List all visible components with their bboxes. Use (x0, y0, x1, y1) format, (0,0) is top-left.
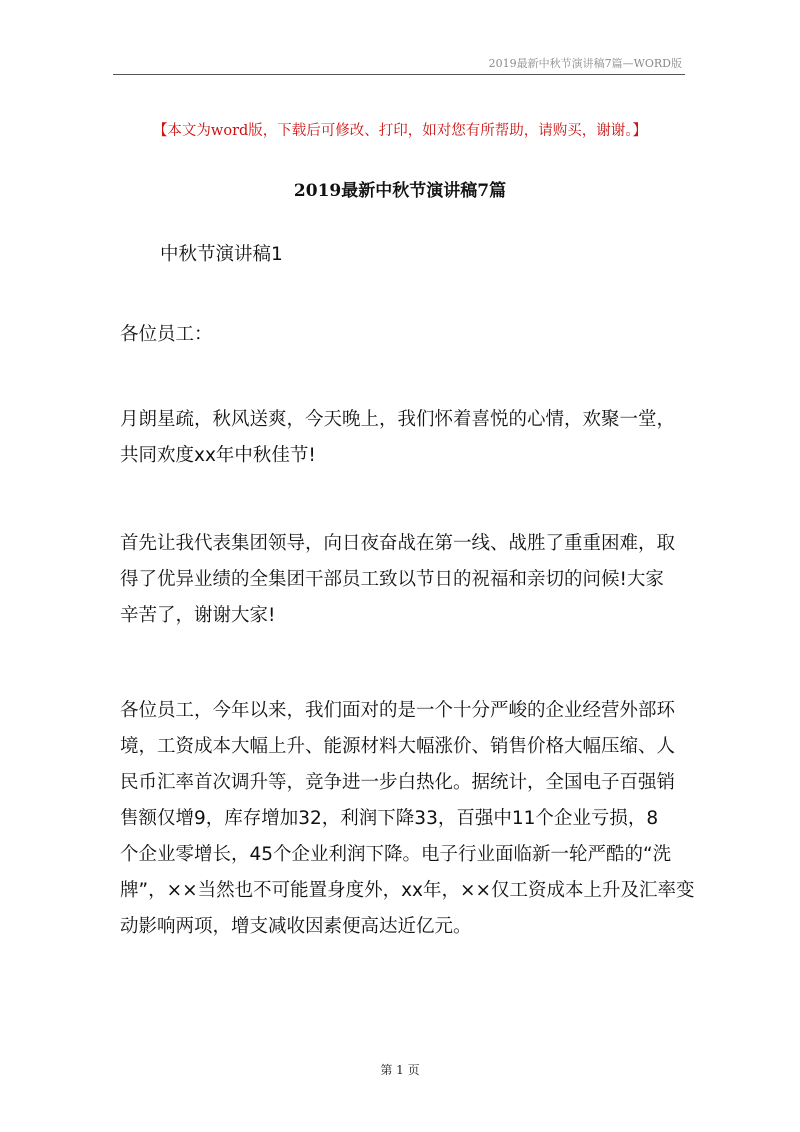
paragraph-line: 民币汇率首次调升等，竞争进一步白热化。据统计，全国电子百强销 (120, 772, 676, 793)
paragraph-1 (120, 402, 692, 474)
paragraph-3 (120, 693, 695, 945)
paragraph-line: 境，工资成本大幅上升、能源材料大幅涨价、销售价格大幅压缩、人 (120, 736, 676, 757)
paragraph-line: 动影响两项，增支减收因素便高达近亿元。 (120, 916, 472, 937)
paragraph-line: 个企业零增长，45个企业利润下降。电子行业面临新一轮严酷的“洗 (120, 844, 672, 865)
paragraph-line: 首先让我代表集团领导，向日夜奋战在第一线、战胜了重重困难，取 (120, 533, 676, 554)
paragraph-line: 各位员工，今年以来，我们面对的是一个十分严峻的企业经营外部环 (120, 700, 676, 721)
page-number: 第 1 页 (380, 1063, 420, 1077)
salutation: 各位员工： (120, 324, 213, 345)
paragraph-line: 共同欢度xx年中秋佳节! (120, 445, 316, 466)
paragraph-line: 得了优异业绩的全集团干部员工致以节日的祝福和亲切的问候!大家 (120, 569, 664, 590)
paragraph-line: 辛苦了，谢谢大家! (120, 605, 276, 626)
running-header: 2019最新中秋节演讲稿7篇—WORD版 (488, 57, 682, 70)
section-heading: 中秋节演讲稿1 (160, 244, 283, 265)
document-title: 2019最新中秋节演讲稿7篇 (293, 181, 507, 201)
paragraph-line: 售额仅增9，库存增加32，利润下降33，百强中11个企业亏损，8 (120, 808, 659, 829)
paragraph-line: 月朗星疏，秋风送爽，今天晚上，我们怀着喜悦的心情，欢聚一堂， (120, 409, 676, 430)
paragraph-2 (120, 526, 692, 634)
paragraph-line: 牌”，××当然也不可能置身度外，xx年，××仅工资成本上升及汇率变 (120, 880, 695, 901)
header-rule (113, 74, 685, 75)
purchase-notice: 【本文为word版，下载后可修改、打印，如对您有所帮助，请购买，谢谢。】 (152, 123, 648, 139)
